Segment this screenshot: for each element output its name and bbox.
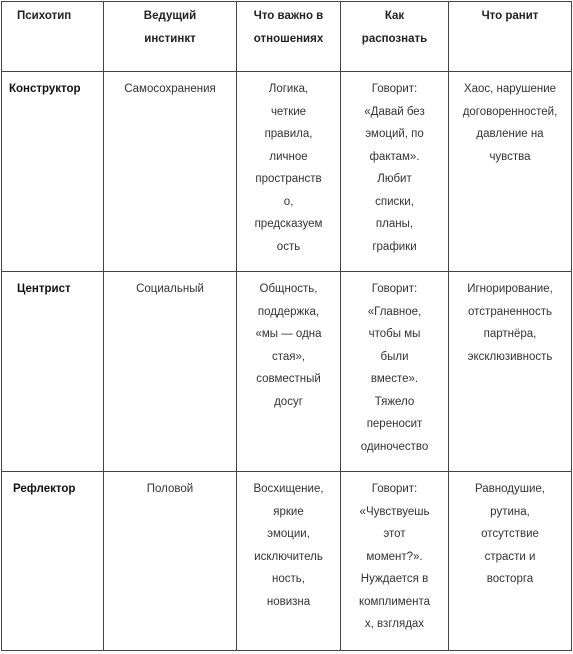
psychotype-cell: Рефлектор (2, 472, 104, 651)
header-leading-instinct: Ведущий инстинкт (104, 2, 237, 72)
instinct-cell: Социальный (104, 272, 237, 472)
header-what-hurts: Что ранит (449, 2, 572, 72)
hurts-cell: Равнодушие, рутина, отсутствие страсти и восторга (449, 472, 572, 651)
header-what-matters: Что важно в отношениях (237, 2, 341, 72)
instinct-cell: Самосохранения (104, 72, 237, 272)
recognize-cell: Говорит: «Главное, чтобы мы были вместе». Тяжело переносит одиночество (341, 272, 449, 472)
recognize-cell: Говорит: «Давай без эмоций, по фактам». Любит списки, планы, графики (341, 72, 449, 272)
hurts-cell: Хаос, нарушение договоренностей, давление на чувства (449, 72, 572, 272)
psychotype-cell: Конструктор (2, 72, 104, 272)
instinct-cell: Половой (104, 472, 237, 651)
table-row (2, 72, 572, 272)
header-how-to-recognize: Как распознать (341, 2, 449, 72)
table-row (2, 272, 572, 472)
recognize-cell: Говорит: «Чувствуешь этот момент?». Нуждается в комплимента х, взглядах (341, 472, 449, 651)
psychotype-cell: Центрист (2, 272, 104, 472)
important-cell: Логика, четкие правила, личное пространств о, предсказуем ость (237, 72, 341, 272)
hurts-cell: Игнорирование, отстраненность партнёра, эксклюзивность (449, 272, 572, 472)
psychotype-table (1, 1, 572, 651)
header-psychotype: Психотип (2, 2, 104, 72)
header-row (2, 2, 572, 72)
important-cell: Восхищение, яркие эмоции, исключитель ность, новизна (237, 472, 341, 651)
important-cell: Общность, поддержка, «мы — одна стая», совместный досуг (237, 272, 341, 472)
table-row (2, 472, 572, 651)
